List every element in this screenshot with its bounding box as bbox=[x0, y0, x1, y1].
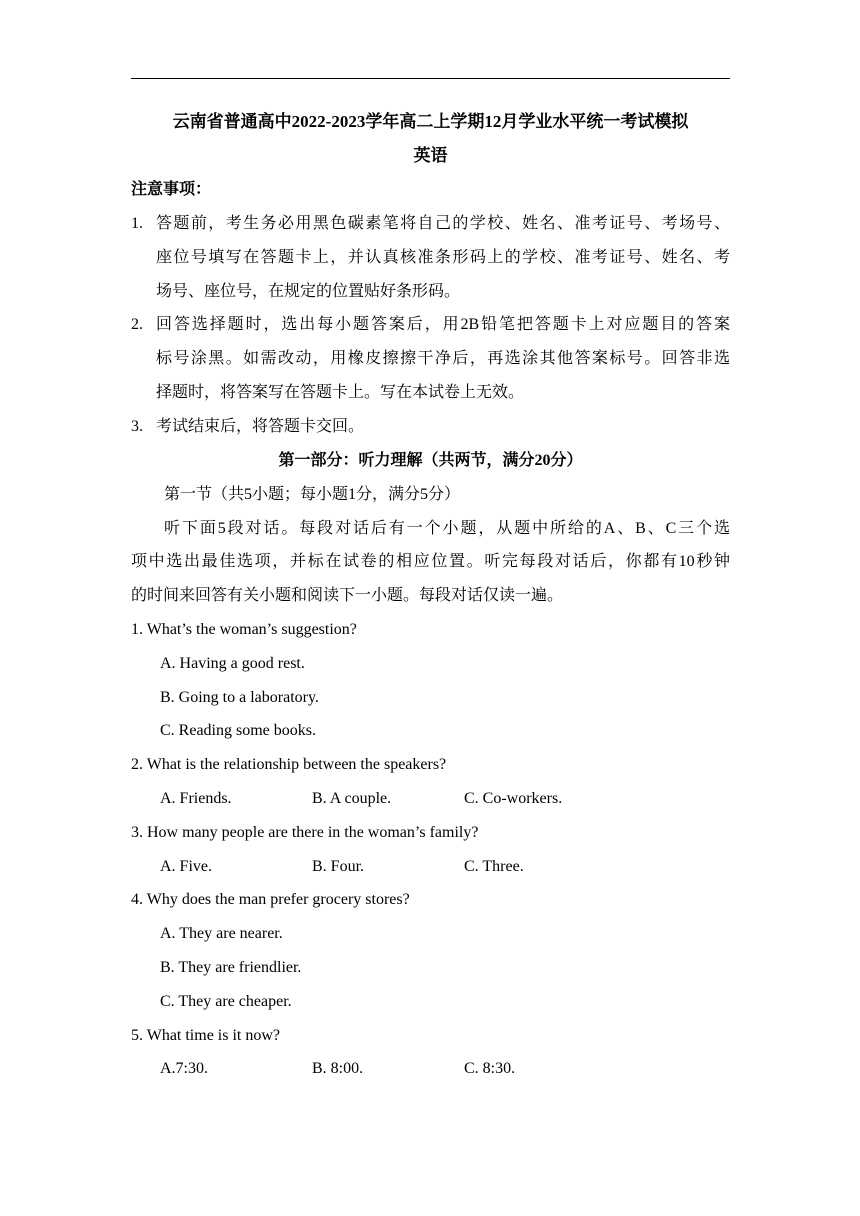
subject-title: 英语 bbox=[413, 146, 448, 165]
answer-option: C. Three. bbox=[464, 858, 524, 875]
notice-heading: 注意事项： bbox=[131, 181, 212, 198]
answer-option: C. Reading some books. bbox=[160, 722, 316, 739]
question-stem: 2. What is the relationship between the speakers? bbox=[131, 756, 447, 773]
answer-option: A. Having a good rest. bbox=[160, 655, 305, 672]
notice-line: 择题时，将答案写在答题卡上。写在本试卷上无效。 bbox=[156, 384, 525, 401]
notice-number: 1. bbox=[131, 215, 143, 232]
notice-number: 2. bbox=[131, 316, 143, 333]
notice-line: 答题前，考生务必用黑色碳素笔将自己的学校、姓名、准考证号、考场号、 bbox=[156, 215, 730, 232]
part-heading: 第一部分：听力理解（共两节，满分20分） bbox=[278, 452, 583, 469]
notice-line: 考试结束后，将答题卡交回。 bbox=[156, 418, 365, 435]
instruction-line: 的时间来回答有关小题和阅读下一小题。每段对话仅读一遍。 bbox=[131, 587, 564, 604]
question-stem: 4. Why does the man prefer grocery stores? bbox=[131, 891, 410, 908]
instruction-line: 听下面5段对话。每段对话后有一个小题，从题中所给的A、B、C三个选 bbox=[164, 520, 730, 537]
answer-option: C. Co-workers. bbox=[464, 790, 563, 807]
answer-option: A. Friends. bbox=[160, 790, 232, 807]
answer-option: B. They are friendlier. bbox=[160, 959, 302, 976]
question-stem: 5. What time is it now? bbox=[131, 1027, 281, 1044]
answer-option: B. Four. bbox=[312, 858, 365, 875]
notice-line: 回答选择题时，选出每小题答案后，用2B铅笔把答题卡上对应题目的答案 bbox=[156, 316, 730, 333]
notice-line: 场号、座位号，在规定的位置贴好条形码。 bbox=[156, 283, 461, 300]
question-stem: 3. How many people are there in the woman’s family? bbox=[131, 824, 479, 841]
instruction-line: 项中选出最佳选项，并标在试卷的相应位置。听完每段对话后，你都有10秒钟 bbox=[131, 553, 730, 570]
question-stem: 1. What’s the woman’s suggestion? bbox=[131, 621, 357, 638]
answer-option: A. They are nearer. bbox=[160, 925, 283, 942]
answer-option: A. Five. bbox=[160, 858, 212, 875]
answer-option: B. Going to a laboratory. bbox=[160, 689, 319, 706]
document-title: 云南省普通高中2022-2023学年高二上学期12月学业水平统一考试模拟 bbox=[172, 112, 689, 131]
answer-option: C. 8:30. bbox=[464, 1060, 516, 1077]
answer-option: B. A couple. bbox=[312, 790, 392, 807]
answer-option: B. 8:00. bbox=[312, 1060, 364, 1077]
notice-number: 3. bbox=[131, 418, 143, 435]
answer-option: A.7:30. bbox=[160, 1060, 208, 1077]
answer-option: C. They are cheaper. bbox=[160, 993, 292, 1010]
notice-line: 标号涂黑。如需改动，用橡皮擦擦干净后，再选涂其他答案标号。回答非选 bbox=[156, 350, 730, 367]
notice-line: 座位号填写在答题卡上，并认真核准条形码上的学校、准考证号、姓名、考 bbox=[156, 249, 730, 266]
header-rule bbox=[131, 78, 730, 79]
section-heading: 第一节（共5小题；每小题1分，满分5分） bbox=[164, 486, 461, 503]
